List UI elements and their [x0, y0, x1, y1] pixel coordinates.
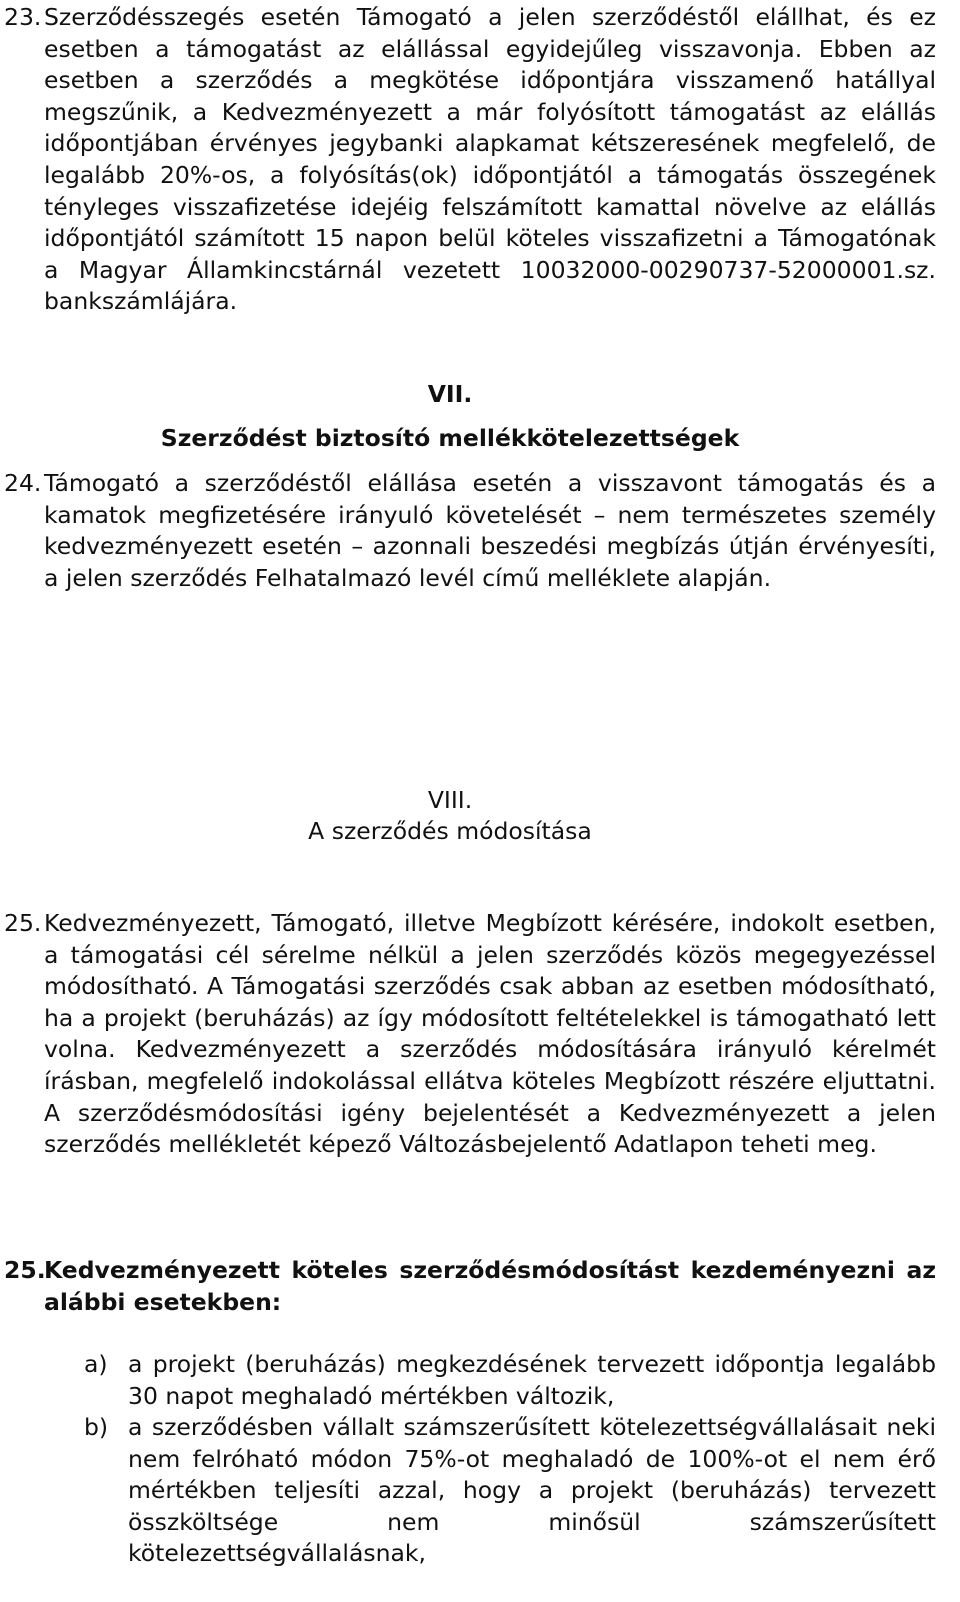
- chapter-numeral: VIII.: [427, 786, 473, 814]
- list-item-text: a projekt (beruházás) megkezdésének tervezett időpontja legalább 30 napot meghaladó mértékben változik,: [128, 1350, 936, 1410]
- section-number: 25.: [4, 909, 42, 937]
- section-25-obligations: [4, 1255, 936, 1318]
- list-item-label: a): [84, 1350, 108, 1378]
- section-text: Kedvezményezett köteles szerződésmódosítást kezdeményezni az alábbi esetekben:: [44, 1256, 936, 1316]
- section-23: [4, 2, 936, 318]
- section-text: Kedvezményezett, Támogató, illetve Megbízott kérésére, indokolt esetben, a támogatási cél sérelme nélkül a jelen szerződés közös megegyezéssel módosítható. A Támogatási szerződés csak abban az esetben módosítható, ha a projekt (beruházás) az így módosított feltételekkel is támogatható lett volna. Kedvezményezett a szerződés módosítására irányuló kérelmét írásban, megfelelő indokolással ellátva köteles Megbízott részére eljuttatni. A szerződésmódosítási igény bejelentését a Kedvezményezett a jelen szerződés mellékletét képező Változásbejelentő Adatlapon teheti meg.: [44, 909, 936, 1159]
- section-number: 24.: [4, 469, 42, 497]
- list-item-label: b): [84, 1413, 109, 1441]
- section-24: [4, 468, 936, 594]
- chapter-title: A szerződés módosítása: [308, 817, 592, 845]
- chapter-numeral: VII.: [427, 380, 473, 408]
- section-number: 25.: [4, 1256, 46, 1284]
- section-text: Támogató a szerződéstől elállása esetén a visszavont támogatás és a kamatok megfizetésére irányuló követelését – nem természetes személy kedvezményezett esetén – azonnali beszedési megbízás útján érvényesíti, a jelen szerződés Felhatalmazó levél című melléklete alapján.: [44, 469, 936, 592]
- list-item-text: a szerződésben vállalt számszerűsített kötelezettségvállalásait neki nem felróható módon 75%-ot meghaladó de 100%-ot el nem érő mértékben teljesíti azzal, hogy a projekt (beruházás) tervezett összköltsége nem minősül számszerűsített kötelezettségvállalásnak,: [128, 1413, 936, 1568]
- section-25: [4, 908, 936, 1161]
- list-item: [84, 1349, 936, 1412]
- chapter-title: Szerződést biztosító mellékkötelezettségek: [160, 424, 740, 452]
- section-text: Szerződésszegés esetén Támogató a jelen szerződéstől elállhat, és ez esetben a támogatást az elállással egyidejűleg visszavonja. Ebben az esetben a szerződés a megkötése időpontjára visszamenő hatállyal megszűnik, a Kedvezményezett a már folyósított támogatást az elállás időpontjában érvényes jegybanki alapkamat kétszeresének megfelelő, de legalább 20%-os, a folyósítás(ok) időpontjától a támogatás összegének tényleges visszafizetése idejéig felszámított kamattal növelve az elállás időpontjától számított 15 napon belül köteles visszafizetni a Támogatónak a Magyar Államkincstárnál vezetett 10032000-00290737-52000001.sz. bankszámlájára.: [44, 3, 936, 316]
- list-item: [84, 1412, 936, 1570]
- section-number: 23.: [4, 3, 42, 31]
